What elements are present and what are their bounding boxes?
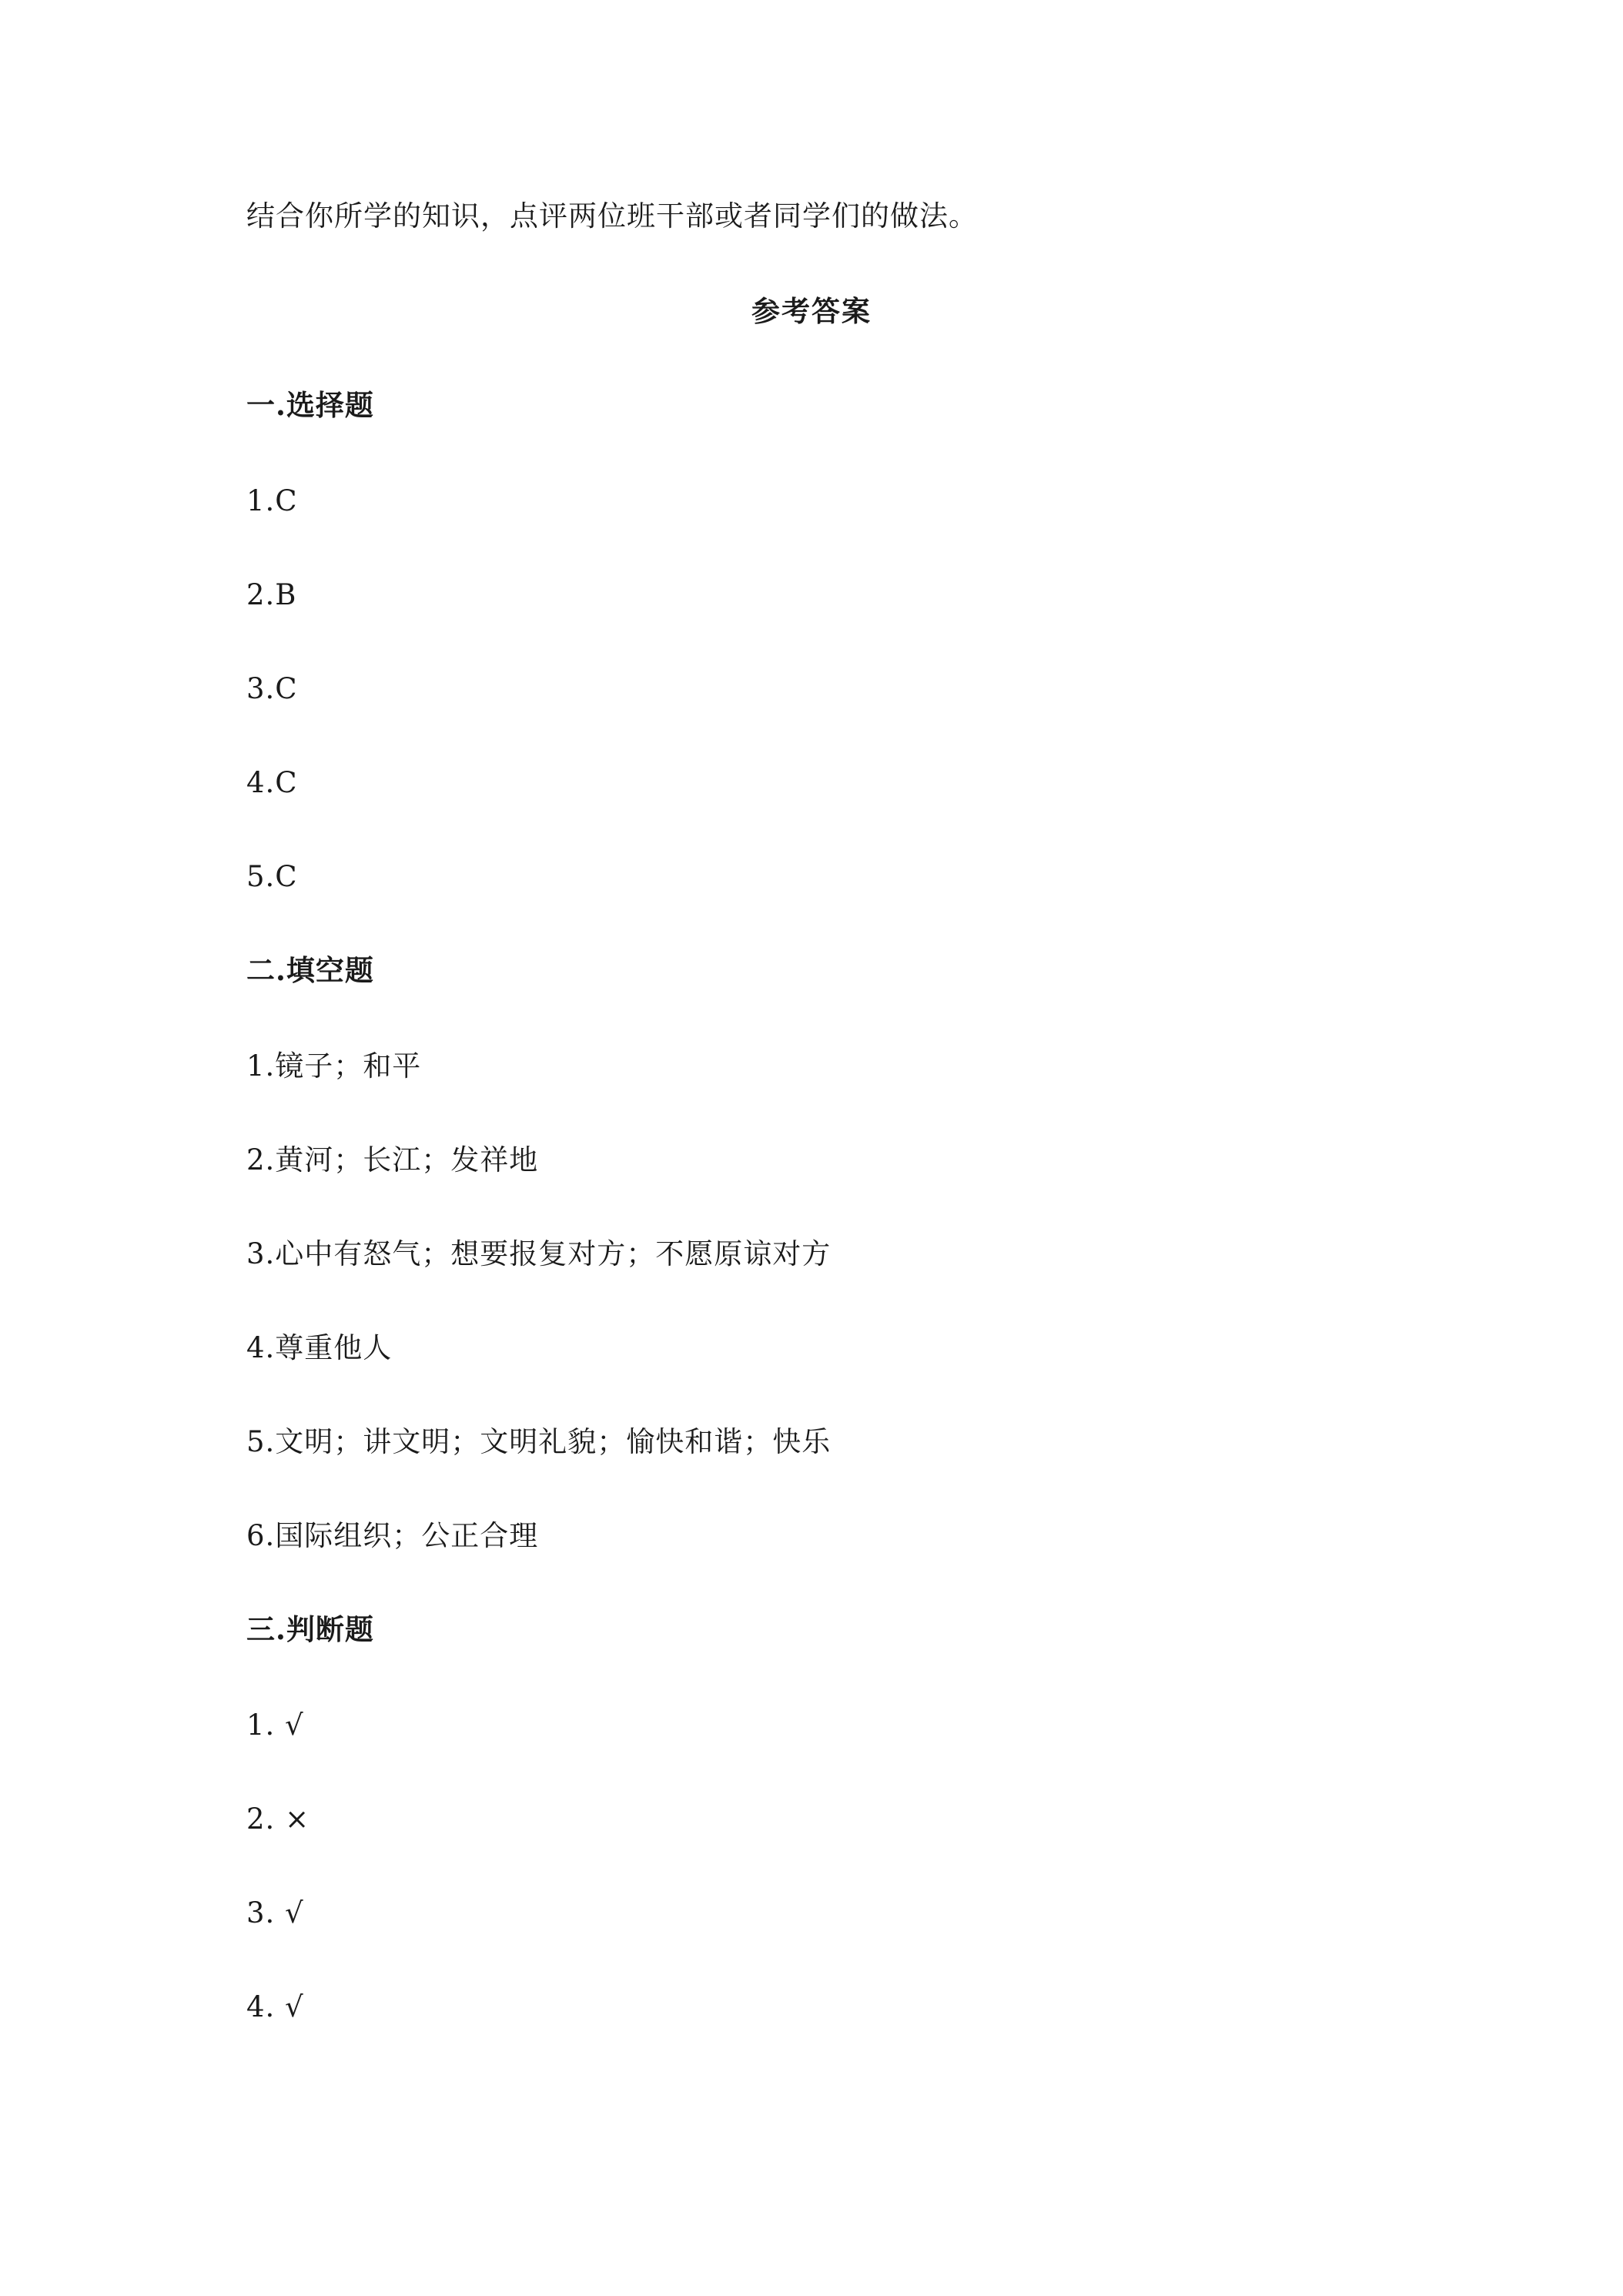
answer-item: 6.国际组织；公正合理 [246, 1519, 539, 1552]
answer-item: 3.C [246, 672, 298, 705]
section-heading-fill-blank: 二.填空题 [246, 953, 374, 987]
answer-item: 4. √ [246, 1990, 304, 2023]
answer-item: 1. √ [246, 1709, 304, 1742]
answer-item: 3.心中有怒气；想要报复对方；不愿原谅对方 [246, 1237, 832, 1270]
answer-item: 4.C [246, 766, 298, 799]
answer-item: 2.黄河；长江；发祥地 [246, 1143, 539, 1176]
answer-item: 3. √ [246, 1896, 304, 1930]
section-heading-choice: 一.选择题 [246, 388, 374, 422]
answer-item: 2.B [246, 578, 297, 611]
answer-item: 5.文明；讲文明；文明礼貌；愉快和谐；快乐 [246, 1425, 832, 1458]
section-heading-true-false: 三.判断题 [246, 1612, 374, 1646]
answer-title: 参考答案 [751, 294, 872, 328]
answer-item: 2. × [246, 1802, 310, 1836]
answer-item: 4.尊重他人 [246, 1331, 393, 1364]
answer-item: 1.C [246, 484, 298, 517]
answer-item: 5.C [246, 860, 298, 893]
answer-item: 1.镜子；和平 [246, 1049, 422, 1083]
intro-paragraph: 结合你所学的知识，点评两位班干部或者同学们的做法。 [246, 199, 978, 233]
